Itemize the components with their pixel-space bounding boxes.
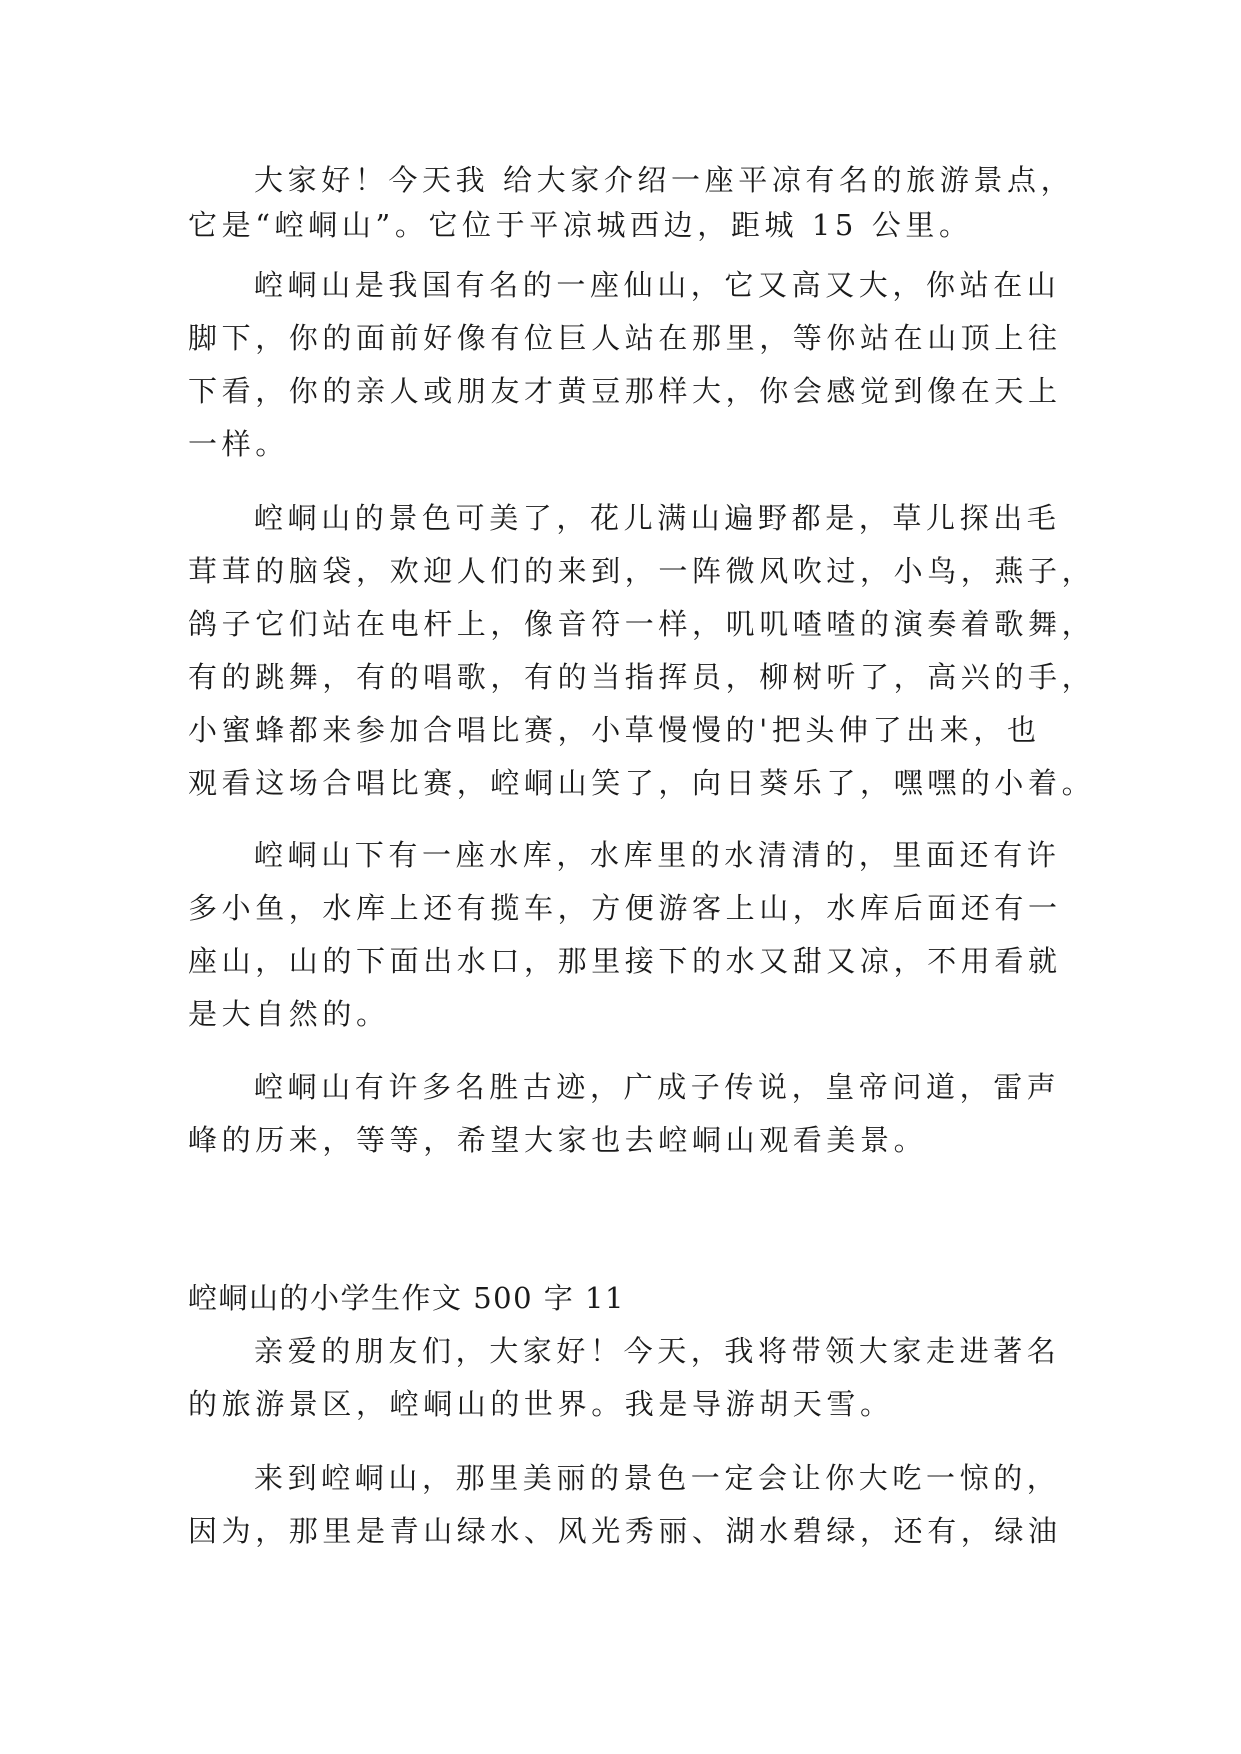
section-paragraph-2-line-1: 来到崆峒山，那里美丽的景色一定会让你大吃一惊的， (254, 1461, 1061, 1495)
paragraph-5-line-2: 峰的历来，等等，希望大家也去崆峒山观看美景。 (188, 1123, 928, 1157)
paragraph-2-line-4: 一样。 (188, 427, 289, 461)
paragraph-1-line-1: 大家好！今天我 给大家介绍一座平凉有名的旅游景点， (254, 163, 1075, 197)
paragraph-4-line-2: 多小鱼，水库上还有揽车，方便游客上山，水库后面还有一 (188, 891, 1062, 925)
section-paragraph-1-line-1: 亲爱的朋友们，大家好！今天，我将带领大家走进著名 (254, 1334, 1061, 1368)
paragraph-4-line-3: 座山，山的下面出水口，那里接下的水又甜又凉，不用看就 (188, 944, 1062, 978)
paragraph-2-line-3: 下看，你的亲人或朋友才黄豆那样大，你会感觉到像在天上 (188, 374, 1062, 408)
paragraph-4-line-4: 是大自然的。 (188, 997, 390, 1031)
paragraph-3-line-1: 崆峒山的景色可美了，花儿满山遍野都是，草儿探出毛 (254, 501, 1061, 535)
paragraph-1-line-2: 它是“崆峒山”。它位于平凉城西边，距城 15 公里。 (188, 208, 973, 242)
paragraph-3-line-2: 茸茸的脑袋，欢迎人们的来到，一阵微风吹过，小鸟，燕子， (188, 554, 1096, 588)
section-paragraph-2-line-2: 因为，那里是青山绿水、风光秀丽、湖水碧绿，还有，绿油 (188, 1514, 1062, 1548)
paragraph-3-line-3: 鸽子它们站在电杆上，像音符一样，叽叽喳喳的演奏着歌舞， (188, 607, 1096, 641)
paragraph-2-line-1: 崆峒山是我国有名的一座仙山，它又高又大，你站在山 (254, 268, 1061, 302)
paragraph-3-line-5: 小蜜蜂都来参加合唱比赛，小草慢慢的'把头伸了出来，也 (188, 713, 1041, 747)
paragraph-2-line-2: 脚下，你的面前好像有位巨人站在那里，等你站在山顶上往 (188, 321, 1062, 355)
paragraph-4-line-1: 崆峒山下有一座水库，水库里的水清清的，里面还有许 (254, 838, 1061, 872)
section-paragraph-1-line-2: 的旅游景区，崆峒山的世界。我是导游胡天雪。 (188, 1387, 894, 1421)
paragraph-3-line-4: 有的跳舞，有的唱歌，有的当指挥员，柳树听了，高兴的手， (188, 660, 1096, 694)
section-heading: 崆峒山的小学生作文 500 字 11 (188, 1281, 625, 1315)
paragraph-5-line-1: 崆峒山有许多名胜古迹，广成子传说，皇帝问道，雷声 (254, 1070, 1061, 1104)
paragraph-3-line-6: 观看这场合唱比赛，崆峒山笑了，向日葵乐了，嘿嘿的小着。 (188, 766, 1096, 800)
